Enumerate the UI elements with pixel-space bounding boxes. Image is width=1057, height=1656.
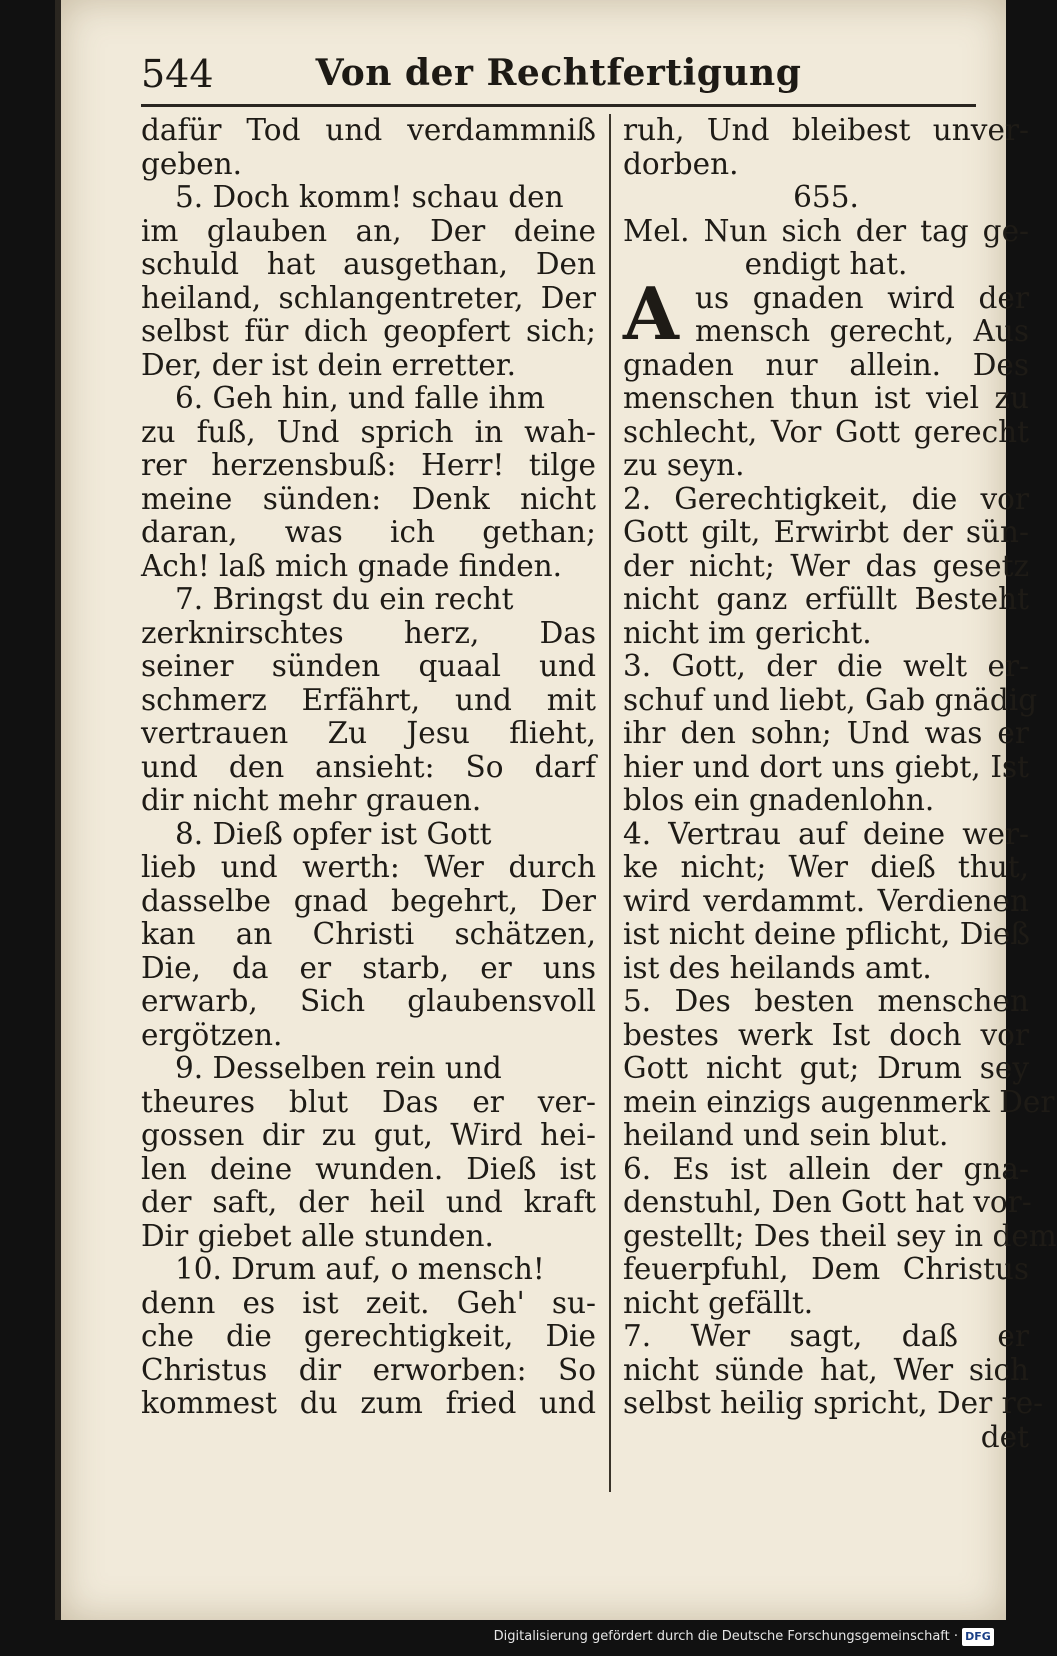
- left-line: 9. Desselben rein und: [175, 1051, 502, 1085]
- right-line: selbst heilig spricht, Der re-: [623, 1386, 1044, 1420]
- left-line: kan an Christi schätzen,: [141, 917, 596, 951]
- right-line: nicht ganz erfüllt Besteht: [623, 582, 1029, 616]
- right-line: feuerpfuhl, Dem Christus: [623, 1252, 1029, 1286]
- left-line: 5. Doch komm! schau den: [175, 180, 564, 214]
- header-rule: [141, 104, 976, 107]
- left-line: 10. Drum auf, o mensch!: [175, 1252, 545, 1286]
- right-line: zu seyn.: [623, 448, 745, 482]
- left-line: kommest du zum fried und: [141, 1386, 596, 1420]
- left-line: 7. Bringst du ein recht: [175, 582, 514, 616]
- left-line: Dir giebet alle stunden.: [141, 1218, 494, 1253]
- right-line: Mel. Nun sich der tag ge-: [623, 213, 1029, 248]
- right-line: blos ein gnadenlohn.: [623, 783, 935, 817]
- book-page: [55, 0, 1057, 1620]
- funding-credit: Digitalisierung gefördert durch die Deutsche Forschungsgemeinschaft ·: [493, 1629, 958, 1644]
- right-line: 6. Es ist allein der gna-: [623, 1151, 1029, 1186]
- right-line: Gott gilt, Erwirbt der sün-: [623, 515, 1029, 549]
- right-line: heiland und sein blut.: [623, 1118, 949, 1152]
- left-line: dir nicht mehr grauen.: [141, 783, 482, 817]
- left-line: selbst für dich geopfert sich;: [141, 314, 596, 348]
- left-line: 8. Dieß opfer ist Gott: [175, 816, 492, 851]
- left-line: und den ansieht: So darf: [141, 749, 596, 784]
- left-line: Die, da er starb, er uns: [141, 950, 596, 985]
- left-line: Der, der ist dein erretter.: [141, 347, 517, 382]
- left-line: dasselbe gnad begehrt, Der: [141, 883, 596, 918]
- right-line: 5. Des besten menschen: [623, 984, 1029, 1018]
- left-line: daran, was ich gethan;: [141, 515, 596, 549]
- right-line: endigt hat.: [744, 247, 908, 281]
- page-number: 544: [141, 52, 214, 96]
- left-line: len deine wunden. Dieß ist: [141, 1151, 596, 1186]
- left-line: denn es ist zeit. Geh' su-: [141, 1285, 596, 1320]
- right-line: ist nicht deine pflicht, Dieß: [623, 917, 1030, 951]
- left-line: dafür Tod und verdammniß: [141, 113, 596, 147]
- right-line: der nicht; Wer das gesetz: [623, 548, 1029, 583]
- right-line: dorben.: [623, 146, 739, 181]
- right-line: us gnaden wird der A: [623, 270, 1029, 356]
- right-line: gnaden nur allein. Des: [623, 347, 1029, 382]
- right-line: bestes werk Ist doch vor: [623, 1017, 1029, 1052]
- right-line: 655.: [793, 180, 859, 214]
- right-line: nicht gefällt.: [623, 1285, 814, 1320]
- left-line: schmerz Erfährt, und mit: [141, 682, 596, 717]
- left-line: zu fuß, Und sprich in wah-: [141, 414, 596, 449]
- right-line: ist des heilands amt.: [623, 950, 932, 985]
- drop-cap: A: [623, 270, 679, 356]
- right-line: det: [980, 1419, 1029, 1454]
- left-line: Ach! laß mich gnade finden.: [141, 548, 563, 583]
- column-divider: [609, 114, 611, 1492]
- left-line: heiland, schlangentreter, Der: [141, 280, 596, 315]
- right-line: mensch gerecht, Aus: [695, 314, 1029, 348]
- left-line: der saft, der heil und kraft: [141, 1185, 596, 1219]
- left-line: ergötzen.: [141, 1017, 283, 1052]
- page-header: [141, 52, 976, 102]
- dfg-logo: DFG: [962, 1628, 994, 1646]
- left-line: meine sünden: Denk nicht: [141, 481, 596, 516]
- left-line: zerknirschtes herz, Das: [141, 615, 596, 650]
- right-column: [623, 113, 1057, 1454]
- right-line: schuf und liebt, Gab gnädig: [623, 682, 1038, 717]
- left-line: geben.: [141, 146, 243, 181]
- left-line: im glauben an, Der deine: [141, 213, 596, 248]
- right-line: mein einzigs augenmerk Der: [623, 1084, 1055, 1119]
- right-line: menschen thun ist viel zu: [623, 381, 1029, 415]
- right-line: 2. Gerechtigkeit, die vor: [623, 481, 1029, 516]
- right-line: denstuhl, Den Gott hat vor-: [623, 1185, 1032, 1219]
- running-title: Von der Rechtfertigung: [315, 52, 802, 94]
- left-line: rer herzensbuß: Herr! tilge: [141, 448, 596, 482]
- right-line: nicht im gericht.: [623, 615, 872, 650]
- right-line: ihr den sohn; Und was er: [623, 716, 1029, 750]
- left-line: che die gerechtigkeit, Die: [141, 1319, 596, 1353]
- right-line: 3. Gott, der die welt er-: [623, 649, 1029, 683]
- left-line: erwarb, Sich glaubensvoll: [141, 984, 596, 1018]
- right-line: ruh, Und bleibest unver-: [623, 113, 1029, 147]
- left-column: [141, 114, 596, 1421]
- right-line: 7. Wer sagt, daß er: [623, 1319, 1029, 1353]
- right-line: 4. Vertrau auf deine wer-: [623, 816, 1029, 851]
- right-line: schlecht, Vor Gott gerecht: [623, 414, 1029, 449]
- left-line: 6. Geh hin, und falle ihm: [175, 381, 545, 415]
- footer-bar: [0, 1620, 1000, 1656]
- left-line: gossen dir zu gut, Wird hei-: [141, 1118, 596, 1152]
- left-line: Christus dir erworben: So: [141, 1352, 596, 1387]
- left-line: lieb und werth: Wer durch: [141, 850, 596, 884]
- left-line: vertrauen Zu Jesu flieht,: [141, 716, 596, 750]
- left-line: seiner sünden quaal und: [141, 649, 596, 683]
- right-line: Gott nicht gut; Drum sey: [623, 1051, 1029, 1085]
- right-line: gestellt; Des theil sey in dem: [623, 1218, 1057, 1253]
- right-line: wird verdammt. Verdienen: [623, 883, 1029, 918]
- left-line: theures blut Das er ver-: [141, 1084, 596, 1119]
- right-line: hier und dort uns giebt, Ist: [623, 749, 1029, 784]
- left-line: schuld hat ausgethan, Den: [141, 247, 596, 281]
- right-line: ke nicht; Wer dieß thut,: [623, 850, 1029, 884]
- right-line: nicht sünde hat, Wer sich: [623, 1352, 1029, 1387]
